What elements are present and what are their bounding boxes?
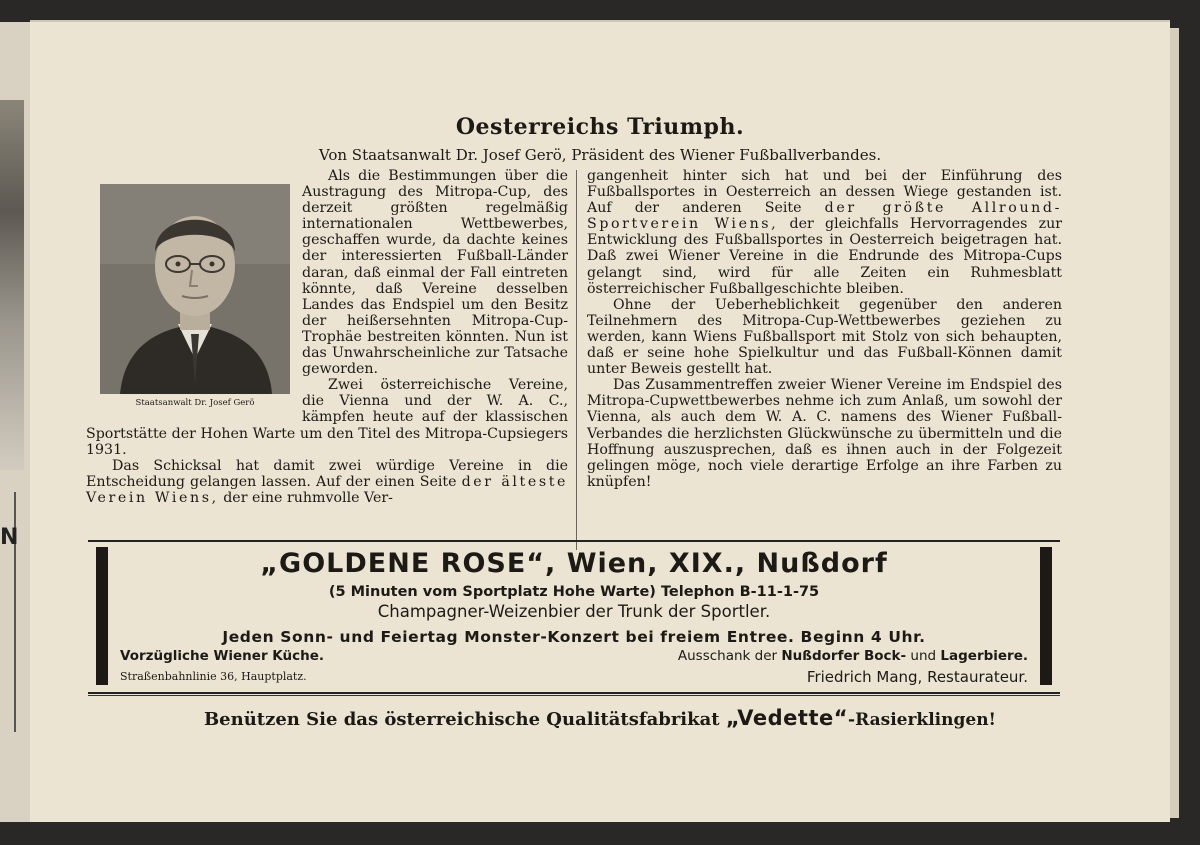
left-paragraph-3: [86, 458, 568, 506]
ad-tram-line: Straßenbahnlinie 36, Hauptplatz.: [120, 670, 307, 683]
ad-kitchen: Vorzügliche Wiener Küche.: [120, 648, 325, 664]
ad-concert-notice: Jeden Sonn- und Feiertag Monster-Konzert bei freiem Entree. Beginn 4 Uhr.: [222, 628, 926, 646]
portrait-image: [100, 184, 290, 394]
right-paragraph-1: [587, 168, 1062, 297]
left-paragraph-3-end: der eine ruhmvolle Ver-: [223, 489, 393, 506]
right-paragraph-1-spaced: der größte Allround-Sportverein Wiens,: [587, 200, 1062, 233]
left-page-photo-strip: [0, 100, 24, 470]
left-page-letter: N: [0, 525, 19, 550]
ad-bar-right: [1040, 547, 1052, 685]
footer-brand: „Vedette“: [725, 706, 849, 730]
ad-bar-left: [96, 547, 108, 685]
footer-tail: -Rasierklingen!: [848, 710, 997, 730]
photo-caption: Staatsanwalt Dr. Josef Gerö: [135, 398, 255, 408]
article-title: Oesterreichs Triumph.: [455, 114, 745, 140]
ad-headline: „GOLDENE ROSE“, Wien, XIX., Nußdorf: [260, 548, 888, 579]
footer-rule: [88, 695, 1060, 696]
author-photo: [100, 184, 290, 410]
right-paragraph-1-start: gangenheit hinter sich hat und bei der Einführung des Fußballsportes in Oesterreich an dessen Wiege gestanden ist. Auf der anderen Seite: [587, 168, 1062, 217]
ad-beer-slogan: Champagner-Weizenbier der Trunk der Sportler.: [377, 602, 771, 621]
ad-content: [120, 542, 1028, 692]
ad-location-phone: (5 Minuten vom Sportplatz Hohe Warte) Telephon B-11-1-75: [328, 584, 820, 600]
left-paragraph-2: Zwei österreichische Vereine, die Vienna und der W. A. C., kämpfen heute auf der klassischen Sportstätte der Hohen Warte um den Titel des Mitropa-Cupsiegers 1931.: [86, 377, 568, 458]
left-page-edge: [0, 22, 34, 822]
footer-lead: Benützen Sie das österreichische Qualitätsfabrikat: [203, 709, 720, 730]
ad-beer-serving-a: Ausschank der: [677, 648, 778, 664]
left-paragraph-1: Als die Bestimmungen über die Austragung des Mitropa-Cup, des derzeit größten regelmäßig internationalen Wettbewerbes, geschaffen wurde, da dachte keines der interessierten Fußball-Länder daran, daß einmal der Fall eintreten könnte, daß Vereine desselben Landes das Endspiel um den Besitz der heißersehnten Mitropa-Cup-Trophäe bestreiten könnten. Nun ist das Unwahrscheinliche zur Tatsache geworden.: [302, 168, 568, 378]
article-column-left: [86, 168, 568, 506]
ad-beer-brand: Nußdorfer Bock-: [781, 648, 907, 664]
left-paragraph-3-spaced: der älteste Verein Wiens,: [86, 473, 569, 506]
razor-advertisement: [30, 706, 1170, 730]
right-paragraph-1-end: der gleichfalls Hervorragendes zur Entwicklung des Fußballsportes in Oesterreich beigetragen hat. Daß zwei Wiener Vereine in die Endrunde des Mitropa-Cups gelangt sind, wird für alle Zeiten ein Ruhmesblatt österreichischer Fußballgeschichte bleiben.: [587, 216, 1062, 297]
magazine-page: [30, 20, 1170, 822]
right-paragraph-3: Das Zusammentreffen zweier Wiener Vereine im Endspiel des Mitropa-Cupwettbewerbes nehme ich zum Anlaß, um sowohl der Vienna, als auch dem W. A. C. namens des Wiener Fußball-Verbandes die herzlichsten Glückwünsche zu übermitteln und die Hoffnung auszusprechen, daß es ihnen auch in der Folgezeit gelingen möge, noch viele derartige Erfolge an ihre Farben zu knüpfen!: [587, 377, 1062, 490]
article-author: Von Staatsanwalt Dr. Josef Gerö, Präsident des Wiener Fußballverbandes.: [318, 146, 882, 164]
restaurant-advertisement: [88, 540, 1060, 694]
ad-beer-serving-c: und: [910, 648, 937, 664]
article-column-right: [587, 168, 1062, 490]
ad-beer-type: Lagerbiere.: [940, 648, 1028, 664]
column-divider: [576, 170, 577, 550]
right-paragraph-2: Ohne der Ueberheblichkeit gegenüber den anderen Teilnehmern des Mitropa-Cup-Wettbewerbes geziehen zu werden, kann Wiens Fußballsport mit Stolz von sich behaupten, daß er seine hohe Spielkultur und das Fußball-Können damit unter Beweis gestellt hat.: [587, 296, 1062, 378]
left-paragraph-3-start: Das Schicksal hat damit zwei würdige Vereine in die Entscheidung gelangen lassen. Auf der einen Seite: [86, 457, 568, 490]
ad-proprietor: Friedrich Mang, Restaurateur.: [806, 668, 1028, 686]
ad-beer-serving: [678, 648, 1028, 664]
